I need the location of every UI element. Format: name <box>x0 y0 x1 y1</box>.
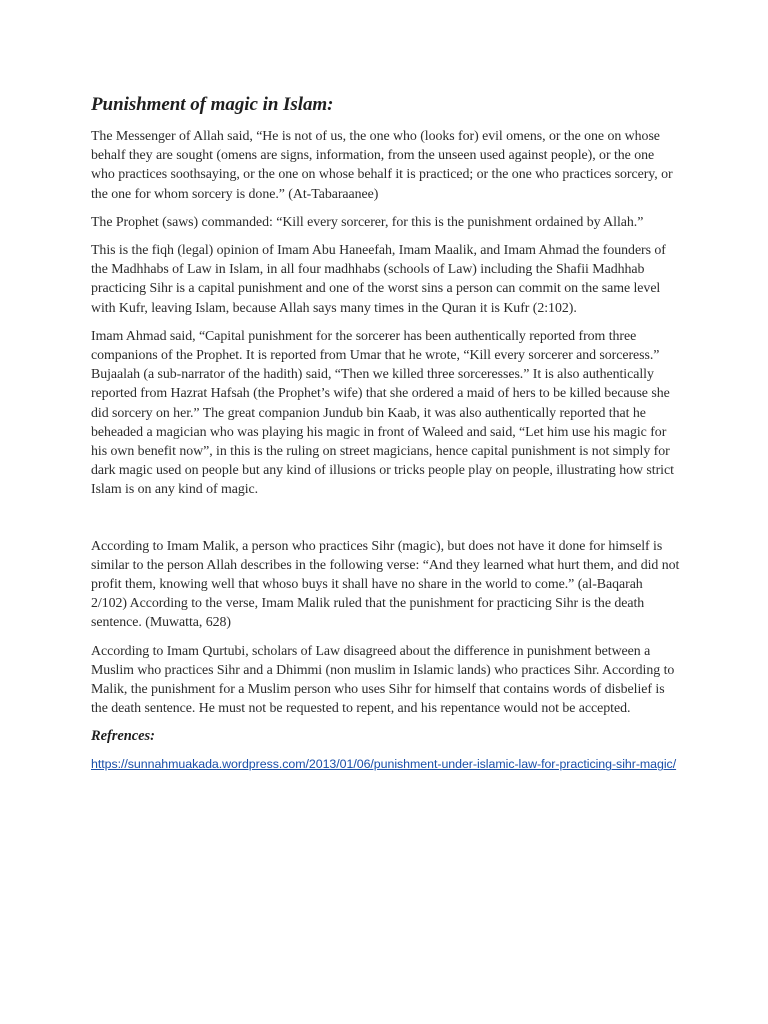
document-body <box>91 93 681 773</box>
references-heading: Refrences: <box>91 728 155 745</box>
paragraph-spacer <box>91 509 681 537</box>
paragraph-hadith-omens: The Messenger of Allah said, “He is not of us, the one who (looks for) evil omens, or the one on whose behalf they are sought (omens are signs, information, from the unseen used against people), or the one who practices soothsaying, or the one on whose behalf it is practiced; or the one who practices sorcery, or the one for whom sorcery is done.” (At-Tabaraanee) <box>91 129 673 202</box>
paragraph-imam-malik: According to Imam Malik, a person who practices Sihr (magic), but does not have it done for himself is similar to the person Allah describes in the following verse: “And they learned what hurt them, and did not profit them, knowing well that whoso buys it shall have no share in the world to come.” (al-Baqarah 2/102) According to the verse, Imam Malik ruled that the punishment for practicing Sihr is the death sentence. (Muwatta, 628) <box>91 538 680 631</box>
paragraph-fiqh-opinion: This is the fiqh (legal) opinion of Imam Abu Haneefah, Imam Maalik, and Imam Ahmad the founders of the Madhhabs of Law in Islam, in all four madhhabs (schools of Law) including the Shafii Madhhab practicing Sihr is a capital punishment and one of the worst sins a person can commit on the same level with Kufr, leaving Islam, because Allah says many times in the Quran it is Kufr (2:102). <box>91 243 666 316</box>
paragraph-imam-ahmad: Imam Ahmad said, “Capital punishment for the sorcerer has been authentically reported from three companions of the Prophet. It is reported from Umar that he wrote, “Kill every sorcerer and sorceress.” Bujaalah (a sub-narrator of the hadith) said, “Then we killed three sorceresses.” It is also authentically reported from Hazrat Hafsah (the Prophet’s wife) that she ordered a maid of hers to be killed because she did sorcery on her.” The great companion Jundub bin Kaab, it was also authentically reported that he beheaded a magician who was playing his magic in front of Waleed and said, “Let him use his magic for his own benefit now”, in this is the ruling on street magicians, hence capital punishment is not simply for dark magic used on people but any kind of illusions or tricks people play on people, illustrating how strict Islam is on any kind of magic. <box>91 328 674 498</box>
reference-link[interactable]: https://sunnahmuakada.wordpress.com/2013/01/06/punishment-under-islamic-law-for-practicing-sihr-magic/ <box>91 757 677 772</box>
page-title: Punishment of magic in Islam: <box>91 94 334 115</box>
paragraph-imam-qurtubi: According to Imam Qurtubi, scholars of Law disagreed about the difference in punishment between a Muslim who practices Sihr and a Dhimmi (non muslim in Islamic lands) who practices Sihr. According to Malik, the punishment for a Muslim person who uses Sihr for himself that contains words of disbelief is the death sentence. He must not be requested to repent, and his repentance would not be accepted. <box>91 643 675 717</box>
paragraph-prophet-command: The Prophet (saws) commanded: “Kill every sorcerer, for this is the punishment ordained by Allah.” <box>91 214 644 230</box>
